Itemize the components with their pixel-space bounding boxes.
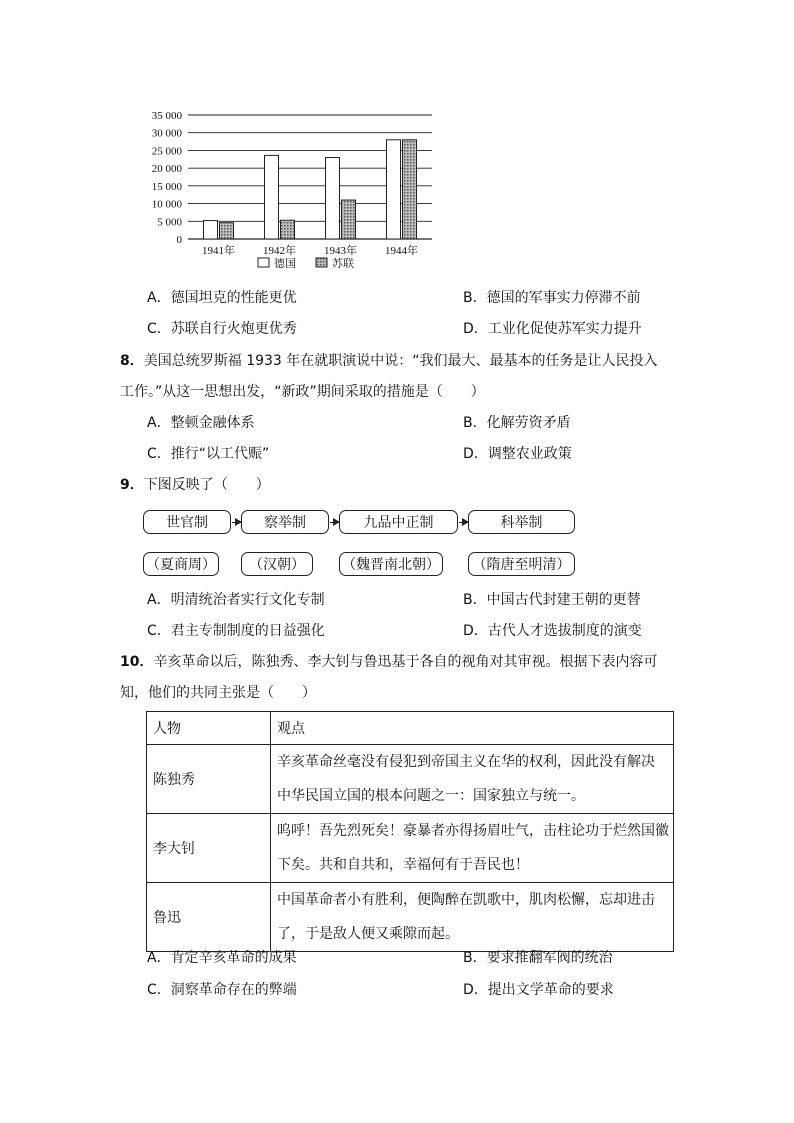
q8-option-d-text: 调整农业政策: [487, 446, 572, 462]
table-cell-person: 鲁迅: [147, 883, 271, 952]
y-tick-label: 20 000: [151, 163, 182, 176]
q10-option-a-text: 肯定辛亥革命的成果: [170, 950, 297, 966]
q7-option-c-letter: C．: [147, 321, 171, 337]
q7-option-b[interactable]: [463, 288, 641, 308]
y-tick-label: 10 000: [151, 198, 182, 211]
period-box-suitang: （隋唐至明清）: [468, 552, 575, 576]
q10-option-d-text: 提出文学革命的要求: [487, 982, 614, 998]
q9-option-c[interactable]: [147, 621, 325, 641]
q9-option-c-letter: C．: [147, 623, 171, 639]
q8-stem-text1: 美国总统罗斯福 1933 年在就职演说中说：“我们最大、最基本的任务是让人民投入: [143, 353, 658, 369]
q8-option-b-text: 化解劳资矛盾: [486, 415, 571, 431]
q7-option-d-text: 工业化促使苏军实力提升: [487, 321, 642, 337]
q8-number: 8．: [120, 353, 144, 369]
q9-option-d[interactable]: [463, 621, 642, 641]
q10-option-b-letter: B．: [463, 950, 487, 966]
y-tick-label: 35 000: [151, 110, 182, 122]
table-row: [147, 814, 674, 883]
period-box-weijin: （魏晋南北朝）: [339, 552, 443, 576]
y-tick-label: 15 000: [151, 180, 182, 193]
q9-option-a[interactable]: [147, 590, 325, 610]
legend-label-germany: 德国: [274, 257, 296, 270]
bar-ussr: [281, 220, 295, 239]
table-row: [147, 883, 674, 952]
q10-option-a-letter: A．: [147, 950, 171, 966]
view-line: 呜呼！吾先烈死矣！豪暴者亦得扬眉吐气，击柱论功于烂然国徽: [277, 823, 669, 839]
bar-ussr: [403, 140, 417, 239]
q10-stem-text1: 辛亥革命以后，陈独秀、李大钊与鲁迅基于各自的视角对其审视。根据下表内容可: [153, 654, 658, 670]
q8-option-c[interactable]: [147, 444, 269, 464]
bar-germany: [265, 155, 279, 239]
q9-stem-text: 下图反映了（ ）: [143, 477, 270, 493]
bar-germany: [326, 158, 340, 239]
bar-germany: [387, 140, 401, 239]
q9-option-a-text: 明清统治者实行文化专制: [170, 592, 325, 608]
q10-option-c-letter: C．: [147, 982, 171, 998]
view-line: 下矣。共和自共和，幸福何有于吾民也！: [277, 857, 529, 873]
q10-option-d[interactable]: [463, 980, 614, 1000]
table-cell-view: [271, 814, 674, 883]
y-tick-label: 30 000: [151, 127, 182, 140]
bar-germany: [204, 221, 218, 239]
q8-option-a-letter: A．: [147, 415, 171, 431]
q10-option-a[interactable]: [147, 948, 297, 968]
view-line: 辛亥革命丝毫没有侵犯到帝国主义在华的权利，因此没有解决: [277, 754, 655, 770]
bar-ussr: [342, 200, 356, 239]
y-tick-label: 25 000: [151, 145, 182, 158]
flow-box-jiupin: 九品中正制: [339, 510, 458, 534]
x-tick-label: 1942年: [263, 245, 296, 257]
bar-ussr: [220, 223, 234, 239]
q8-option-b-letter: B．: [463, 415, 487, 431]
view-line: 中华民国立国的根本问题之一：国家独立与统一。: [277, 788, 585, 804]
q9-option-d-letter: D．: [463, 623, 488, 639]
q9-stem: [120, 475, 270, 495]
q9-option-b-text: 中国古代封建王朝的更替: [486, 592, 641, 608]
q7-option-b-text: 德国的军事实力停滞不前: [486, 290, 641, 306]
q9-number: 9．: [120, 477, 144, 493]
flow-box-keju: 科举制: [468, 510, 575, 534]
period-box-xiashangzhou: （夏商周）: [143, 552, 219, 576]
viewpoints-table: [146, 711, 674, 952]
y-tick-label: 5 000: [157, 216, 182, 229]
q8-option-c-text: 推行“以工代赈”: [170, 446, 270, 462]
x-tick-label: 1944年: [385, 245, 418, 257]
table-cell-person: 陈独秀: [147, 745, 271, 814]
q9-option-c-text: 君主专制制度的日益强化: [170, 623, 325, 639]
q9-option-d-text: 古代人才选拔制度的演变: [487, 623, 642, 639]
flow-box-shiguan: 世官制: [143, 510, 231, 534]
q8-option-d-letter: D．: [463, 446, 488, 462]
q9-option-a-letter: A．: [147, 592, 171, 608]
q10-option-d-letter: D．: [463, 982, 488, 998]
table-cell-view: [271, 745, 674, 814]
table-row: [147, 745, 674, 814]
y-tick-label: 0: [176, 234, 182, 246]
table-header-row: [147, 712, 674, 745]
view-line: 了，于是敌人便又乘隙而起。: [277, 926, 459, 942]
flow-arrow-2: [330, 522, 339, 523]
q10-option-b[interactable]: [463, 948, 613, 968]
table-header-person: 人物: [147, 712, 271, 745]
q8-stem-line1: [120, 351, 658, 371]
q9-option-b[interactable]: [463, 590, 641, 610]
q10-option-c[interactable]: [147, 980, 297, 1000]
q8-option-c-letter: C．: [147, 446, 171, 462]
q10-option-c-text: 洞察革命存在的弊端: [170, 982, 297, 998]
legend-swatch-ussr: [316, 258, 327, 267]
period-box-han: （汉朝）: [241, 552, 313, 576]
q9-option-b-letter: B．: [463, 592, 487, 608]
q8-option-a-text: 整顿金融体系: [170, 415, 255, 431]
table-cell-person: 李大钊: [147, 814, 271, 883]
q7-option-a[interactable]: [147, 288, 297, 308]
legend-label-ussr: 苏联: [332, 257, 354, 270]
x-tick-label: 1941年: [202, 245, 235, 257]
x-tick-label: 1943年: [324, 245, 357, 257]
table-cell-view: [271, 883, 674, 952]
q7-option-d-letter: D．: [463, 321, 488, 337]
q7-option-a-letter: A．: [147, 290, 171, 306]
q7-option-b-letter: B．: [463, 290, 487, 306]
q10-option-b-text: 要求推翻军阀的统治: [486, 950, 613, 966]
table-header-view: 观点: [271, 712, 674, 745]
q8-option-d[interactable]: [463, 444, 572, 464]
flow-box-chaju: 察举制: [241, 510, 329, 534]
q7-option-c[interactable]: [147, 319, 297, 339]
flow-arrow-3: [459, 522, 468, 523]
q7-option-a-text: 德国坦克的性能更优: [170, 290, 297, 306]
q8-option-b[interactable]: [463, 413, 571, 433]
q10-number: 10．: [120, 654, 154, 670]
tank-production-chart: [140, 105, 440, 277]
q8-option-a[interactable]: [147, 413, 255, 433]
q10-stem-line1: [120, 652, 657, 672]
flow-arrow-1: [232, 522, 241, 523]
view-line: 中国革命者小有胜利，便陶醉在凯歌中，肌肉松懈，忘却进击: [277, 892, 655, 908]
q8-stem-line2: 工作。”从这一思想出发，“新政”期间采取的措施是（ ）: [120, 384, 485, 400]
q7-option-d[interactable]: [463, 319, 642, 339]
q7-option-c-text: 苏联自行火炮更优秀: [170, 321, 297, 337]
legend-swatch-germany: [258, 258, 269, 267]
q10-stem-line2: 知，他们的共同主张是（ ）: [120, 685, 316, 701]
